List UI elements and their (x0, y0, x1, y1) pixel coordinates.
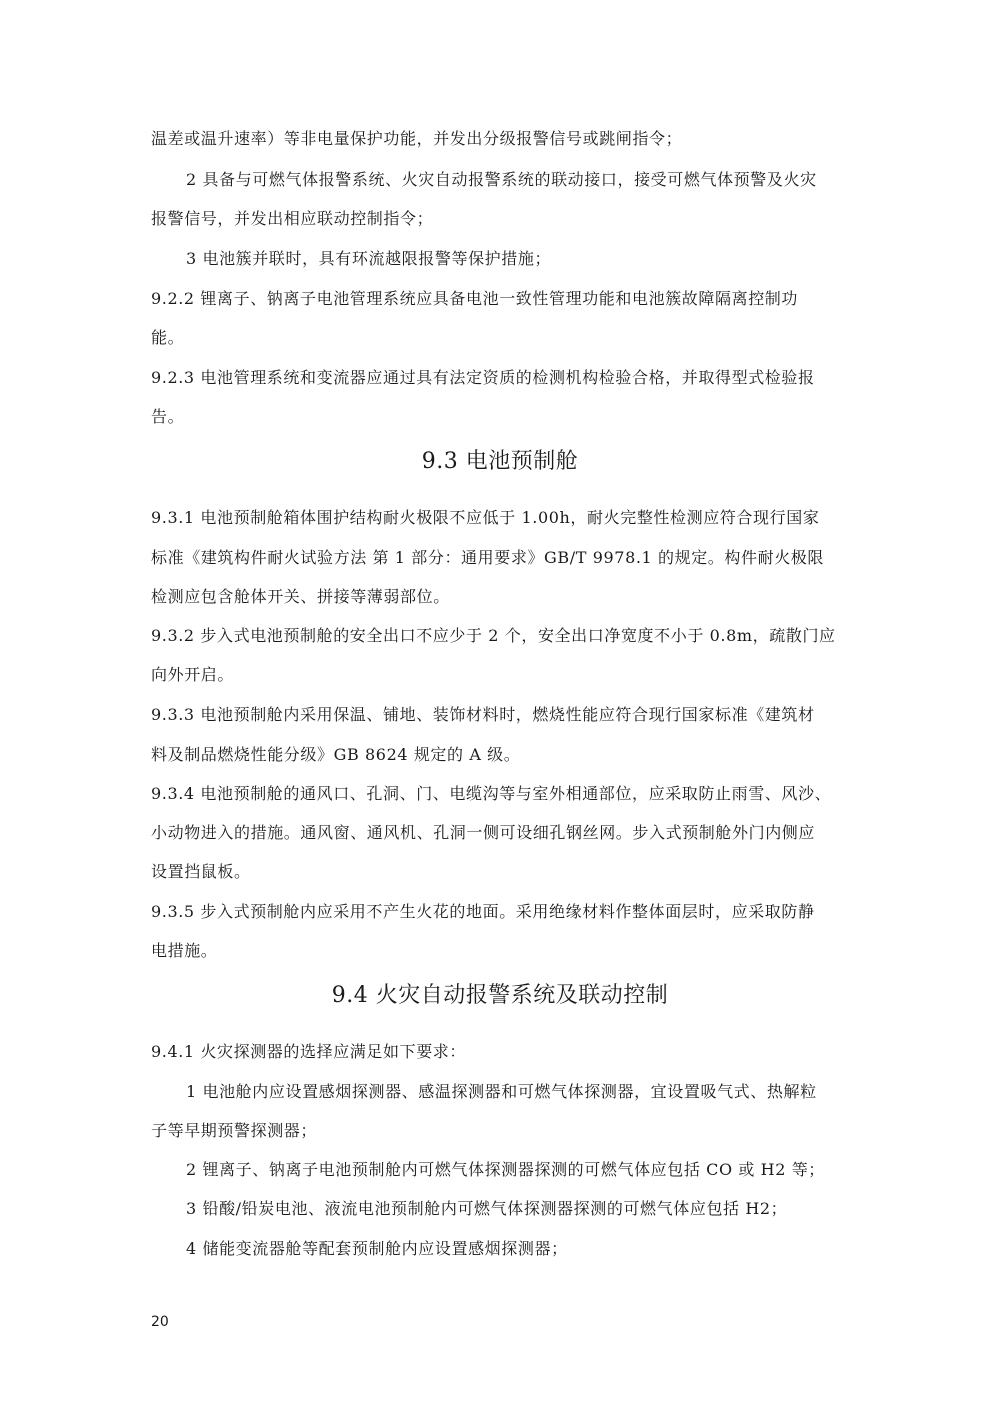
paragraph-line: 9.3.2 步入式电池预制舱的安全出口不应少于 2 个，安全出口净宽度不小于 0.8m，疏散门应 (151, 626, 836, 645)
section-heading: 9.4 火灾自动报警系统及联动控制 (331, 983, 669, 1008)
paragraph-line: 9.4.1 火灾探测器的选择应满足如下要求： (151, 1042, 466, 1061)
paragraph-line: 9.2.3 电池管理系统和变流器应通过具有法定资质的检测机构检验合格，并取得型式检验报 (151, 368, 815, 387)
paragraph-line: 9.3.1 电池预制舱箱体围护结构耐火极限不应低于 1.00h，耐火完整性检测应符合现行国家 (151, 508, 820, 527)
paragraph-line: 4 储能变流器舱等配套预制舱内应设置感烟探测器； (186, 1239, 568, 1258)
paragraph-line: 电措施。 (151, 941, 218, 960)
paragraph-line: 标准《建筑构件耐火试验方法 第 1 部分：通用要求》GB/T 9978.1 的规定。构件耐火极限 (151, 548, 824, 567)
paragraph-line: 告。 (151, 407, 185, 426)
paragraph-line: 3 电池簇并联时，具有环流越限报警等保护措施； (186, 249, 552, 268)
paragraph-line: 报警信号，并发出相应联动控制指令； (151, 209, 434, 228)
paragraph-line: 温差或温升速率）等非电量保护功能，并发出分级报警信号或跳闸指令； (151, 129, 683, 148)
paragraph-line: 小动物进入的措施。通风窗、通风机、孔洞一侧可设细孔钢丝网。步入式预制舱外门内侧应 (151, 823, 816, 842)
paragraph-line: 料及制品燃烧性能分级》GB 8624 规定的 A 级。 (151, 745, 521, 764)
paragraph-line: 设置挡鼠板。 (151, 862, 251, 881)
paragraph-line: 9.3.3 电池预制舱内采用保温、铺地、装饰材料时，燃烧性能应符合现行国家标准《建筑材 (151, 705, 815, 724)
page-number: 20 (151, 1314, 169, 1330)
paragraph-line: 9.2.2 锂离子、钠离子电池管理系统应具备电池一致性管理功能和电池簇故障隔离控制功 (151, 289, 798, 308)
paragraph-line: 2 锂离子、钠离子电池预制舱内可燃气体探测器探测的可燃气体应包括 CO 或 H2 等； (186, 1160, 825, 1179)
paragraph-line: 3 铅酸/铅炭电池、液流电池预制舱内可燃气体探测器探测的可燃气体应包括 H2； (186, 1199, 788, 1218)
paragraph-line: 检测应包含舱体开关、拼接等薄弱部位。 (151, 587, 450, 606)
paragraph-line: 子等早期预警探测器； (151, 1121, 318, 1140)
paragraph-line: 1 电池舱内应设置感烟探测器、感温探测器和可燃气体探测器，宜设置吸气式、热解粒 (186, 1082, 817, 1101)
paragraph-line: 向外开启。 (151, 665, 235, 684)
paragraph-line: 2 具备与可燃气体报警系统、火灾自动报警系统的联动接口，接受可燃气体预警及火灾 (186, 170, 817, 189)
paragraph-line: 能。 (151, 328, 185, 347)
paragraph-line: 9.3.5 步入式预制舱内应采用不产生火花的地面。采用绝缘材料作整体面层时，应采取防静 (151, 902, 815, 921)
paragraph-line: 9.3.4 电池预制舱的通风口、孔洞、门、电缆沟等与室外相通部位，应采取防止雨雪、风沙、 (151, 784, 832, 803)
section-heading: 9.3 电池预制舱 (421, 449, 579, 474)
